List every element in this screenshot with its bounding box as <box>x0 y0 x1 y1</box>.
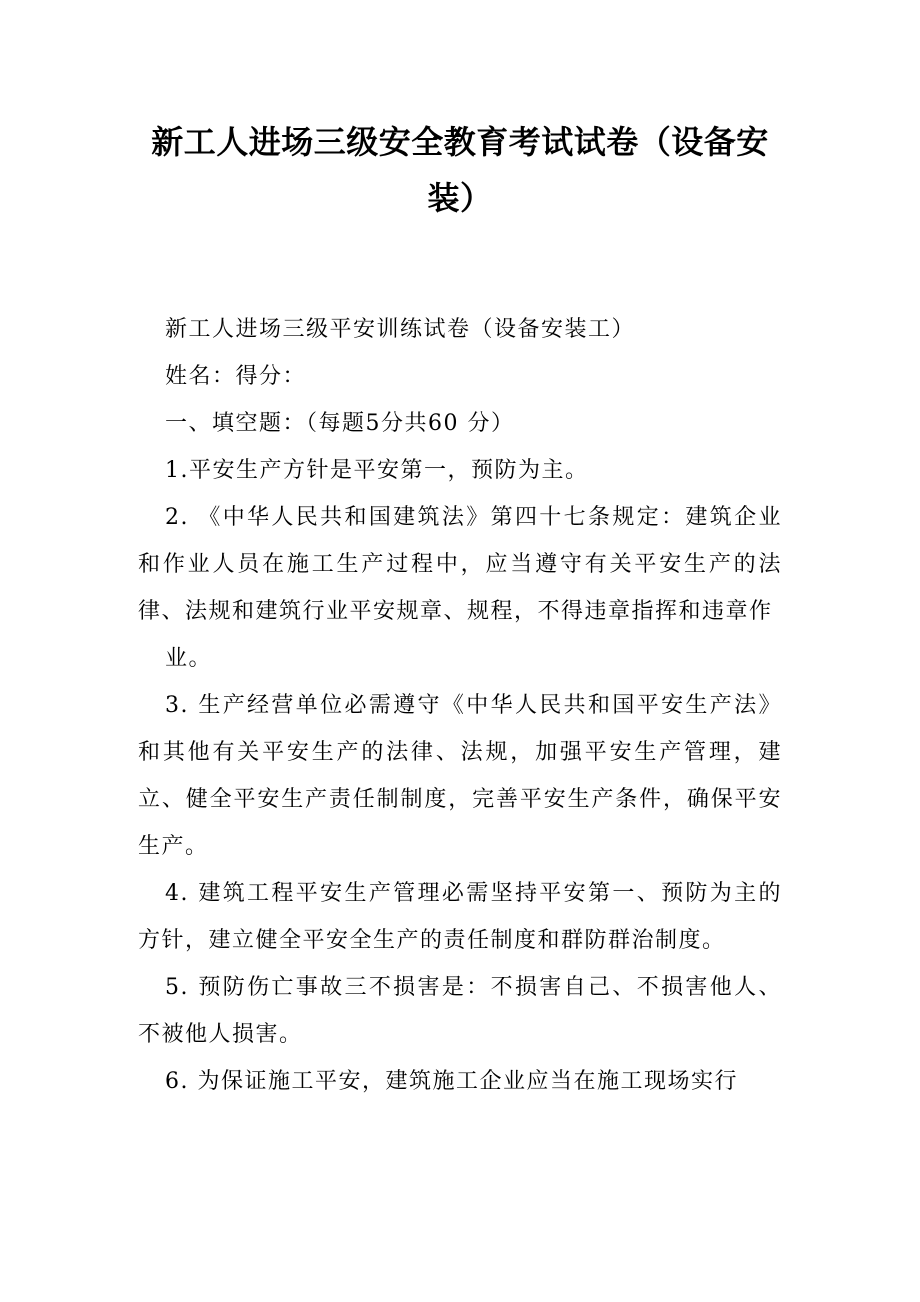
document-title: 新工人进场三级安全教育考试试卷（设备安装） <box>151 123 769 217</box>
question-4: 4. 建筑工程平安生产管理必需坚持平安第一、预防为主的方针，建立健全平安全生产的责任制度和群防群治制度。 <box>138 881 782 953</box>
question-5: 5. 预防伤亡事故三不损害是：不损害自己、不损害他人、不被他人损害。 <box>138 975 782 1047</box>
question-2: 2. 《中华人民共和国建筑法》第四十七条规定：建筑企业和作业人员在施工生产过程中，应当遵守有关平安生产的法律、法规和建筑行业平安规章、规程，不得违章指挥和违章作 <box>138 505 782 624</box>
question-2-continuation: 业。 <box>165 646 213 671</box>
question-1: 1.平安生产方针是平安第一，预防为主。 <box>165 458 589 483</box>
name-score-line: 姓名：得分： <box>165 364 307 389</box>
question-6: 6. 为保证施工平安，建筑施工企业应当在施工现场实行 <box>165 1069 738 1094</box>
section-heading-fill-blank: 一、填空题：（每题5分共60 分） <box>165 411 515 436</box>
question-3: 3. 生产经营单位必需遵守《中华人民共和国平安生产法》和其他有关平安生产的法律、法规，加强平安生产管理，建立、健全平安生产责任制制度，完善平安生产条件，确保平安生产。 <box>138 693 782 859</box>
document-body <box>138 306 782 1105</box>
exam-subtitle: 新工人进场三级平安训练试卷（设备安装工） <box>165 317 636 342</box>
